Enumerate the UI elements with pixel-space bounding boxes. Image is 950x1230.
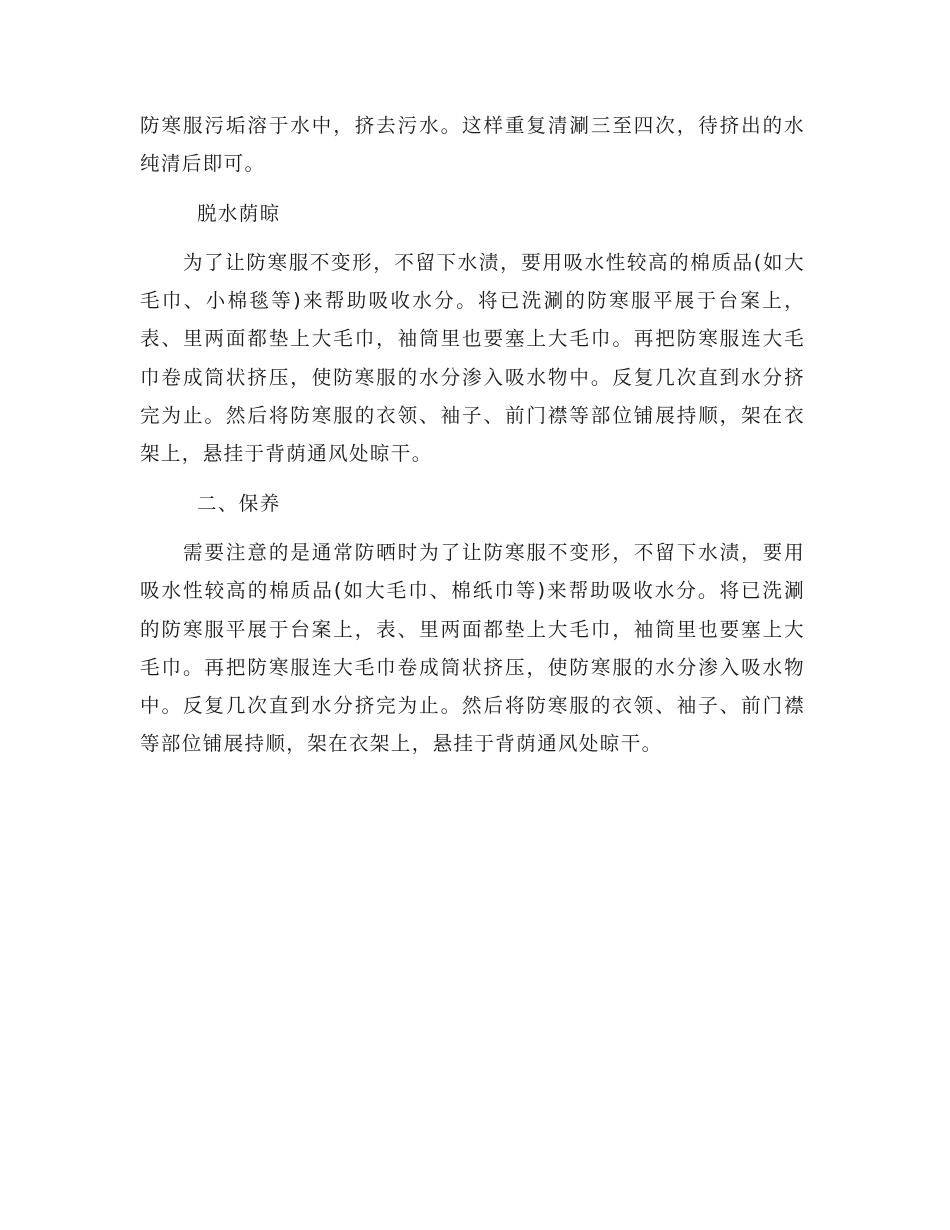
document-body: [140, 107, 805, 775]
paragraph-continuation: 防寒服污垢溶于水中，挤去污水。这样重复清涮三至四次，待挤出的水纯清后即可。: [140, 114, 805, 176]
paragraph-maintenance-body: 需要注意的是通常防晒时为了让防寒服不变形，不留下水渍，要用吸水性较高的棉质品(如大毛巾、棉纸巾等)来帮助吸收水分。将已洗涮的防寒服平展于台案上，表、里两面都垫上大毛巾，袖筒里也要塞上大毛巾。再把防寒服连大毛巾卷成筒状挤压，使防寒服的水分渗入吸水物中。反复几次直到水分挤完为止。然后将防寒服的衣领、袖子、前门襟等部位铺展持顺，架在衣架上，悬挂于背荫通风处晾干。: [140, 540, 805, 756]
section-heading-dehydration: 脱水荫晾: [197, 201, 281, 225]
section-heading-maintenance: 二、保养: [197, 491, 281, 515]
paragraph-dehydration-body: 为了让防寒服不变形，不留下水渍，要用吸水性较高的棉质品(如大毛巾、小棉毯等)来帮助吸收水分。将已洗涮的防寒服平展于台案上，表、里两面都垫上大毛巾，袖筒里也要塞上大毛巾。再把防寒服连大毛巾卷成筒状挤压，使防寒服的水分渗入吸水物中。反复几次直到水分挤完为止。然后将防寒服的衣领、袖子、前门襟等部位铺展持顺，架在衣架上，悬挂于背荫通风处晾干。: [140, 250, 805, 466]
